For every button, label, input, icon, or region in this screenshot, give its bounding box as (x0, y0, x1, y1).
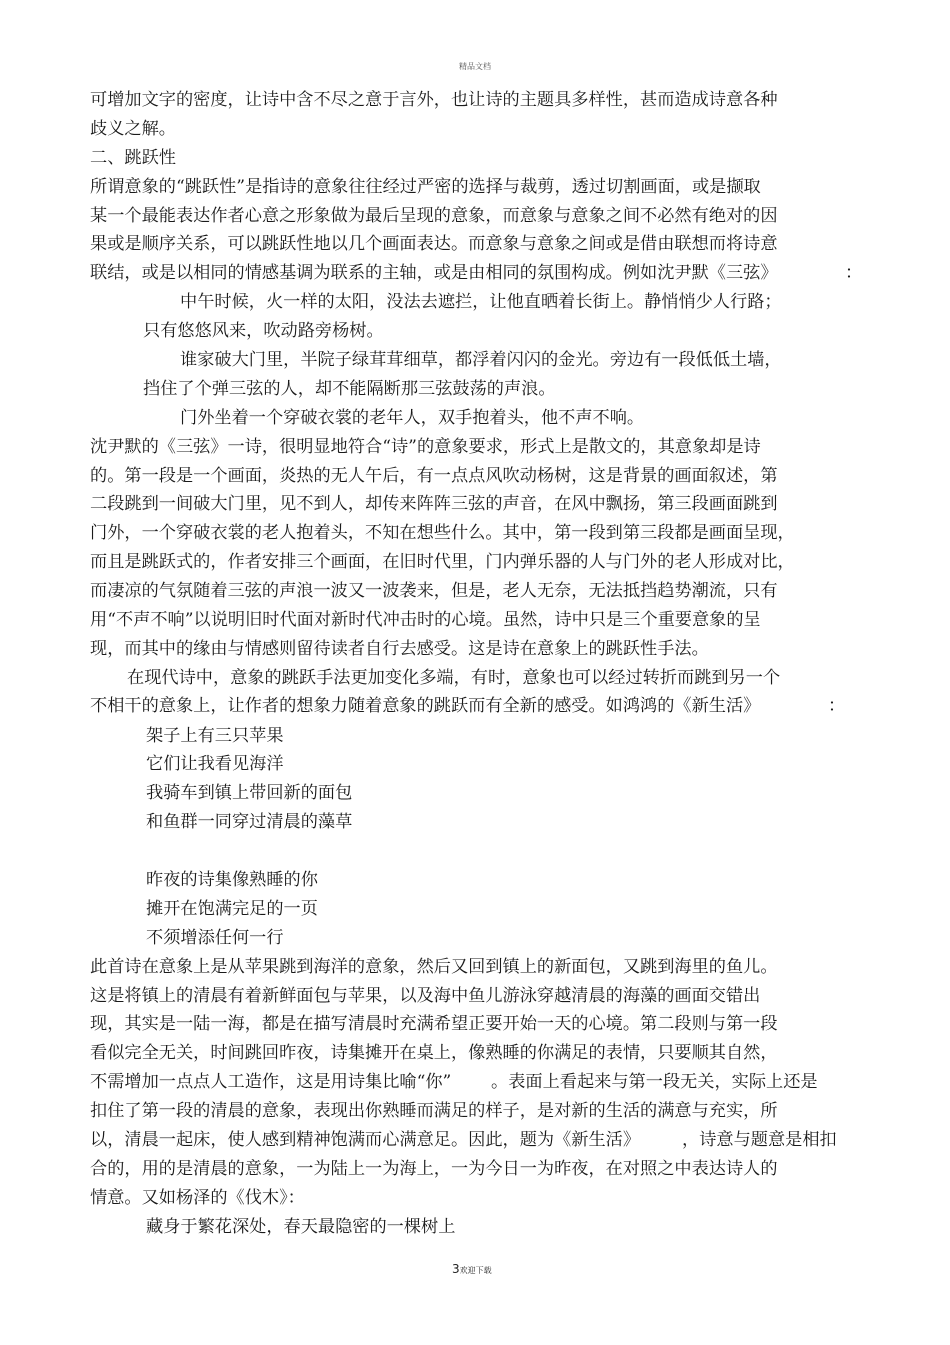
text-line: 某一个最能表达作者心意之形象做为最后呈现的意象，而意象与意象之间不必然有绝对的因 (90, 206, 778, 226)
section-heading: 二、跳跃性 (90, 148, 176, 168)
poem-line: 只有悠悠风来，吹动路旁杨树。 (143, 321, 384, 341)
footer-note: 欢迎下载 (459, 1266, 492, 1275)
text-line: 不需增加一点点人工造作，这是用诗集比喻“你” (90, 1072, 452, 1092)
text-line: 在现代诗中，意象的跳跃手法更加变化多端，有时，意象也可以经过转折而跳到另一个 (127, 668, 781, 688)
text-line: 二段跳到一间破大门里，见不到人，却传来阵阵三弦的声音，在风中飘扬，第三段画面跳到 (90, 494, 778, 514)
text-line: ，诗意与题意是相扣 (682, 1130, 837, 1150)
poem-line: 挡住了个弹三弦的人，却不能隔断那三弦鼓荡的声浪。 (143, 379, 556, 399)
poem-line: 和鱼群一同穿过清晨的藻草 (146, 812, 353, 832)
poem-line: 藏身于繁花深处，春天最隐密的一棵树上 (146, 1217, 456, 1237)
poem-line: 不须增添任何一行 (146, 928, 284, 948)
text-line: 情意。又如杨泽的《伐木》： (90, 1188, 305, 1208)
text-line: 不相干的意象上，让作者的想象力随着意象的跳跃而有全新的感受。如鸿鸿的《新生活》 (90, 696, 761, 716)
text-line: 可增加文字的密度，让诗中含不尽之意于言外，也让诗的主题具多样性，甚而造成诗意各种 (90, 90, 778, 110)
poem-line: 谁家破大门里，半院子绿茸茸细草，都浮着闪闪的金光。旁边有一段低低土墙， (180, 350, 782, 370)
poem-line: 门外坐着一个穿破衣裳的老年人，双手抱着头，他不声不响。 (180, 408, 645, 428)
text-line: 看似完全无关，时间跳回昨夜，诗集摊开在桌上，像熟睡的你满足的表情，只要顺其自然， (90, 1043, 778, 1063)
text-line: 而且是跳跃式的，作者安排三个画面，在旧时代里，门内弹乐器的人与门外的老人形成对比， (90, 552, 795, 572)
text-line: 沈尹默的《三弦》一诗，很明显地符合“诗”的意象要求，形式上是散文的，其意象却是诗 (90, 437, 761, 457)
poem-line: 昨夜的诗集像熟睡的你 (146, 870, 318, 890)
text-line: 现，而其中的缘由与情感则留待读者自行去感受。这是诗在意象上的跳跃性手法。 (90, 639, 709, 659)
text-line: 而凄凉的气氛随着三弦的声浪一波又一波袭来，但是，老人无奈，无法抵挡趋势潮流，只有 (90, 581, 778, 601)
text-line: ： (828, 696, 846, 716)
text-line: 现，其实是一陆一海，都是在描写清晨时充满希望正要开始一天的心境。第二段则与第一段 (90, 1014, 778, 1034)
poem-line: 摊开在饱满完足的一页 (146, 899, 318, 919)
text-line: 以，清晨一起床，使人感到精神饱满而心满意足。因此，题为《新生活》 (90, 1130, 641, 1150)
text-line: 门外，一个穿破衣裳的老人抱着头，不知在想些什么。其中，第一段到第三段都是画面呈现， (90, 523, 795, 543)
poem-line: 它们让我看见海洋 (146, 754, 284, 774)
text-line: 扣住了第一段的清晨的意象，表现出你熟睡而满足的样子，是对新的生活的满意与充实，所 (90, 1101, 778, 1121)
page-number: 3 (452, 1262, 460, 1276)
page-header: 精品文档 (459, 62, 491, 71)
page-footer (452, 1262, 492, 1276)
text-line: 。表面上看起来与第一段无关，实际上还是 (491, 1072, 818, 1092)
text-line: 歧义之解。 (90, 119, 176, 139)
text-line: 所谓意象的“跳跃性”是指诗的意象往往经过严密的选择与裁剪，透过切割画面，或是撷取 (90, 177, 761, 197)
poem-line: 中午时候，火一样的太阳，没法去遮拦，让他直晒着长街上。静悄悄少人行路； (180, 292, 782, 312)
text-line: 合的，用的是清晨的意象，一为陆上一为海上，一为今日一为昨夜，在对照之中表达诗人的 (90, 1159, 778, 1179)
text-line: 这是将镇上的清晨有着新鲜面包与苹果，以及海中鱼儿游泳穿越清晨的海藻的画面交错出 (90, 986, 761, 1006)
text-line: 用“不声不响”以说明旧时代面对新时代冲击时的心境。虽然，诗中只是三个重要意象的呈 (90, 610, 761, 630)
text-line: ： (845, 263, 863, 283)
text-line: 此首诗在意象上是从苹果跳到海洋的意象，然后又回到镇上的新面包，又跳到海里的鱼儿。 (90, 957, 778, 977)
text-line: 的。第一段是一个画面，炎热的无人午后，有一点点风吹动杨树，这是背景的画面叙述，第 (90, 466, 778, 486)
text-line: 果或是顺序关系，可以跳跃性地以几个画面表达。而意象与意象之间或是借由联想而将诗意 (90, 234, 778, 254)
poem-line: 我骑车到镇上带回新的面包 (146, 783, 353, 803)
poem-line: 架子上有三只苹果 (146, 726, 284, 746)
text-line: 联结，或是以相同的情感基调为联系的主轴，或是由相同的氛围构成。例如沈尹默《三弦》 (90, 263, 778, 283)
